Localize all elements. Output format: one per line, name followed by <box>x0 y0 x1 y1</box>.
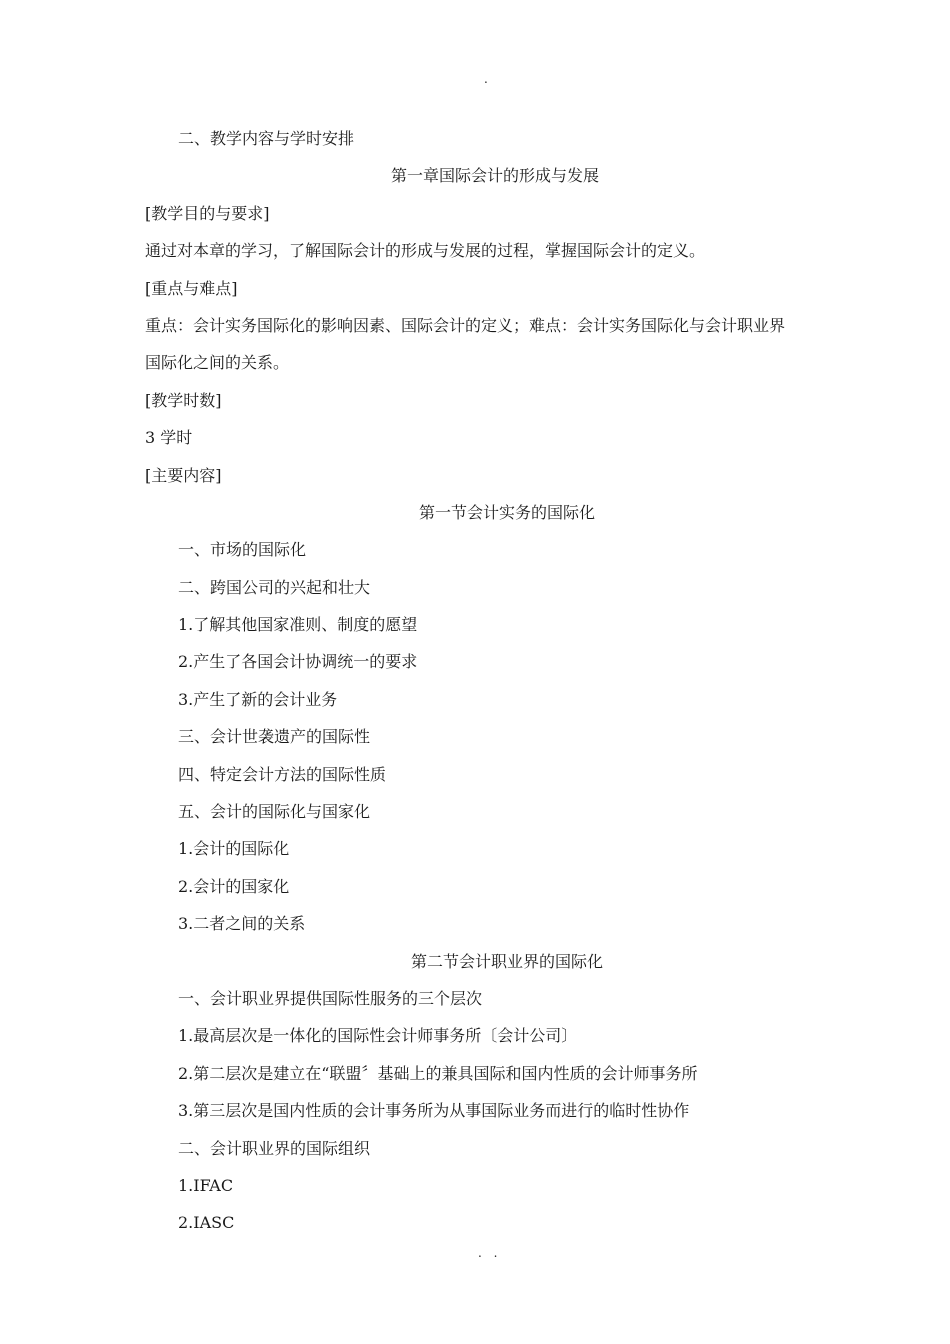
chapter-title: 第一章国际会计的形成与发展 <box>390 166 599 186</box>
outline-item: 一、市场的国际化 <box>178 540 307 560</box>
body-line: 通过对本章的学习，了解国际会计的形成与发展的过程，掌握国际会计的定义。 <box>145 241 706 261</box>
outline-item: 3.二者之间的关系 <box>178 914 306 934</box>
outline-item: 3.产生了新的会计业务 <box>178 689 338 709</box>
outline-item: 二、会计职业界的国际组织 <box>178 1138 371 1158</box>
body-line: 重点：会计实务国际化的影响因素、国际会计的定义；难点：会计实务国际化与会计职业界 <box>145 315 786 335</box>
body-line: 国际化之间的关系。 <box>145 353 290 373</box>
section-label: [主要内容] <box>145 465 222 485</box>
outline-item: 1.最高层次是一体化的国际性会计师事务所〔会计公司〕 <box>178 1026 578 1046</box>
outline-item: 2.会计的国家化 <box>178 876 290 896</box>
outline-item: 1.会计的国际化 <box>178 839 290 859</box>
outline-item: 四、特定会计方法的国际性质 <box>178 764 387 784</box>
outline-item: 3.第三层次是国内性质的会计事务所为从事国际业务而进行的临时性协作 <box>178 1101 690 1121</box>
outline-item: 二、教学内容与学时安排 <box>178 129 355 148</box>
section-label: [重点与难点] <box>145 278 238 298</box>
section-label: [教学时数] <box>145 390 222 410</box>
outline-item: 1.了解其他国家准则、制度的愿望 <box>178 615 418 635</box>
document-body <box>0 120 950 1242</box>
outline-item: 2.产生了各国会计协调统一的要求 <box>178 652 418 672</box>
header-mark: . <box>484 72 488 86</box>
outline-item: 1.IFAC <box>178 1175 234 1195</box>
footer-mark: . . <box>478 1246 502 1260</box>
outline-item: 三、会计世袭遗产的国际性 <box>178 727 371 747</box>
section-title: 第二节会计职业界的国际化 <box>410 951 603 971</box>
outline-item: 一、会计职业界提供国际性服务的三个层次 <box>178 988 483 1008</box>
outline-item: 2.第二层次是建立在“联盟〞基础上的兼具国际和国内性质的会计师事务所 <box>178 1063 698 1083</box>
section-label: [教学目的与要求] <box>145 203 270 223</box>
outline-item: 五、会计的国际化与国家化 <box>178 802 371 822</box>
outline-item: 二、跨国公司的兴起和壮大 <box>178 577 371 597</box>
body-line: 3 学时 <box>145 428 193 448</box>
outline-item: 2.IASC <box>178 1213 235 1233</box>
section-title: 第一节会计实务的国际化 <box>418 502 595 522</box>
